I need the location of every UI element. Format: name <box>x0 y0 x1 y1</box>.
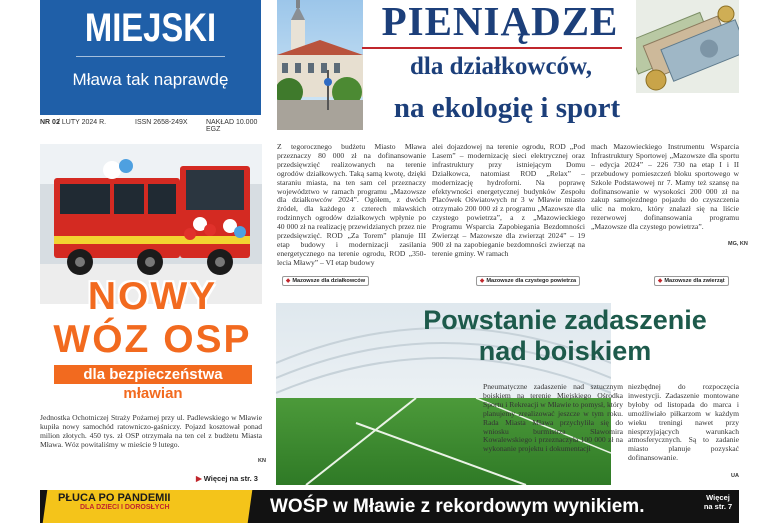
issn: ISSN 2658-249X <box>135 119 188 126</box>
main-subheadline-1: dla działkowców, <box>410 53 592 80</box>
stadium-column-2: niezbędnej do rozpoczęcia inwestycji. Zadaszenie montowane byłoby od listopada do marca i umożliwiało piłkarzom w każdym wieku treningi nawet przy niesprzyjających warunkach atmosferycznych. Są to zadanie miasto planuje pozyskać dofinansowanie. <box>628 383 739 463</box>
masthead <box>40 0 261 115</box>
mazowsze-logo-icon: ◆ <box>480 278 485 284</box>
top-story-column-3: mach Mazowieckiego Instrumentu Wsparcia Infrastruktury Sportowej „Mazowsze dla sportu – edycja 2024” – 226 730 na etap I i II przebudowy pomieszczeń bloku sportowego w Szkole Podstawowej nr 7. Mamy też szansę na dofinansowanie w wysokości 200 000 zł na zakup samojezdnego pojazdu do czyszczenia ulic na mokro, który znalazł się na liście rezerwowej dofinansowania programu „Mazowsze dla czystego powietrza”. <box>591 143 739 232</box>
badge-zwierzat <box>654 276 729 286</box>
main-subheadline-2: na ekologię i sport <box>393 92 621 124</box>
badge-label: Mazowsze dla czystego powietrza <box>486 278 577 284</box>
osp-body: Jednostka Ochotniczej Straży Pożarnej przy ul. Padlewskiego w Mławie kupiła nowy samochód ratowniczo-gaśniczy. Pojazd kosztował ponad milion złotych. 450 tys. zł OSP otrzymała na ten cel z budżetu Miasta Mława. Wóz powitaliśmy w mieście 9 lutego. <box>40 414 262 449</box>
main-headline: PIENIĄDZE <box>381 0 619 44</box>
bottom-more-link[interactable] <box>698 493 738 511</box>
osp-band-1: dla bezpieczeństwa <box>54 365 252 384</box>
stadium-column-1: Pneumatyczne zadaszenie nad sztucznym boiskiem na terenie Miejskiego Ośrodka Sportu i Rekreacji w Mławie to pomysł, który planujemy zrealizować jeszcze w tym roku. Rada Miasta Mława przychyliła się do wniosku burmistrza Sławomira Kowalewskiego i przeznaczyła 100 000 zł na wykonanie projektu i dokumentacji <box>483 383 623 454</box>
bottom-more-label-2: na str. 7 <box>703 502 733 511</box>
badge-powietrza <box>476 276 580 286</box>
badge-label: Mazowsze dla działkowców <box>292 278 366 284</box>
promo-subtitle: DLA DZIECI I DOROSŁYCH <box>80 504 170 511</box>
issue-date: / LUTY 2024 R. <box>58 119 107 126</box>
headline-rule <box>362 47 622 49</box>
masthead-title: MIEJSKI <box>84 6 217 50</box>
mazowsze-logo-icon: ◆ <box>286 278 291 284</box>
stadium-signature: UA <box>731 473 739 479</box>
osp-headline-2: WÓZ OSP <box>53 318 252 361</box>
circulation: NAKŁAD 10.000 EGZ <box>206 119 258 133</box>
masthead-tagline: Mława tak naprawdę <box>72 70 229 89</box>
bottom-banner <box>40 490 739 523</box>
banknotes-photo <box>636 0 739 93</box>
osp-more-label: Więcej na str. 3 <box>203 474 258 483</box>
masthead-divider <box>76 56 225 57</box>
top-story-signature: MG, KN <box>728 241 748 247</box>
osp-signature: KN <box>258 458 266 464</box>
osp-more-link[interactable] <box>196 474 258 483</box>
bottom-more-label-1: Więcej <box>706 493 730 502</box>
arrow-right-icon: ▶ <box>196 474 202 483</box>
top-story-column-2: alei dojazdowej na terenie ogrodu, ROD „Pod Lasem” – modernizację sieci elektrycznej oraz infrastruktury przy istniejącym Domu Działkowca, natomiast ROD „Relax” – modernizację hydroforni. Na poprawę efektywności energetycznej budynków Zespołu Placówek Oświatowych nr 3 w Mławie miasto otrzymało 200 000 zł z programu „Mazowsze dla czystego powietrza”, a z „Mazowieckiego Programu Wsparcia Zapobiegania Bezdomności Zwierząt – Mazowsze dla zwierząt 2024” – 19 900 zł na zapobieganie bezdomności zwierząt na terenie gminy. W ramach <box>432 143 585 258</box>
town-hall-photo <box>277 0 363 130</box>
stadium-headline-1: Powstanie zadaszenie <box>423 305 707 335</box>
mazowsze-logo-icon: ◆ <box>658 278 663 284</box>
badge-dzialkowcow <box>282 276 369 286</box>
badge-label: Mazowsze dla zwierząt <box>664 278 725 284</box>
top-story-column-1: Z tegorocznego budżetu Miasto Mława przeznaczy 80 000 zł na dofinansowanie przedsięwzięć realizowanych na terenie ogrodów działkowych. Taką samą kwotę, dzięki staraniu miasta, na ten sam cel przeznaczy województwo w ramach programu „Mazowsze dla działkowców 2024”. Ogółem, z dwóch źródeł, dla każdego z czterech mławskich rodzinnych ogrodów działkowych wpłynie po 40 000 zł na realizację przewidzianych przez nie przedsięwzięć. ROD „Za Torem” planuje III etap budowy i modernizacji zasilania energetycznego na terenie ogrodu, ROD „350-lecia Mławy” – VI etap budowy <box>277 143 426 267</box>
wosp-headline: WOŚP w Mławie z rekordowym wynikiem. <box>270 496 645 517</box>
issue-number: NR 02 <box>40 119 60 126</box>
osp-headline-1: NOWY <box>87 275 218 318</box>
osp-band-2: mławian <box>123 385 183 402</box>
stadium-headline-2: nad boiskiem <box>478 336 652 366</box>
issue-info <box>40 119 262 131</box>
promo-title: PŁUCA PO PANDEMII <box>58 492 171 504</box>
